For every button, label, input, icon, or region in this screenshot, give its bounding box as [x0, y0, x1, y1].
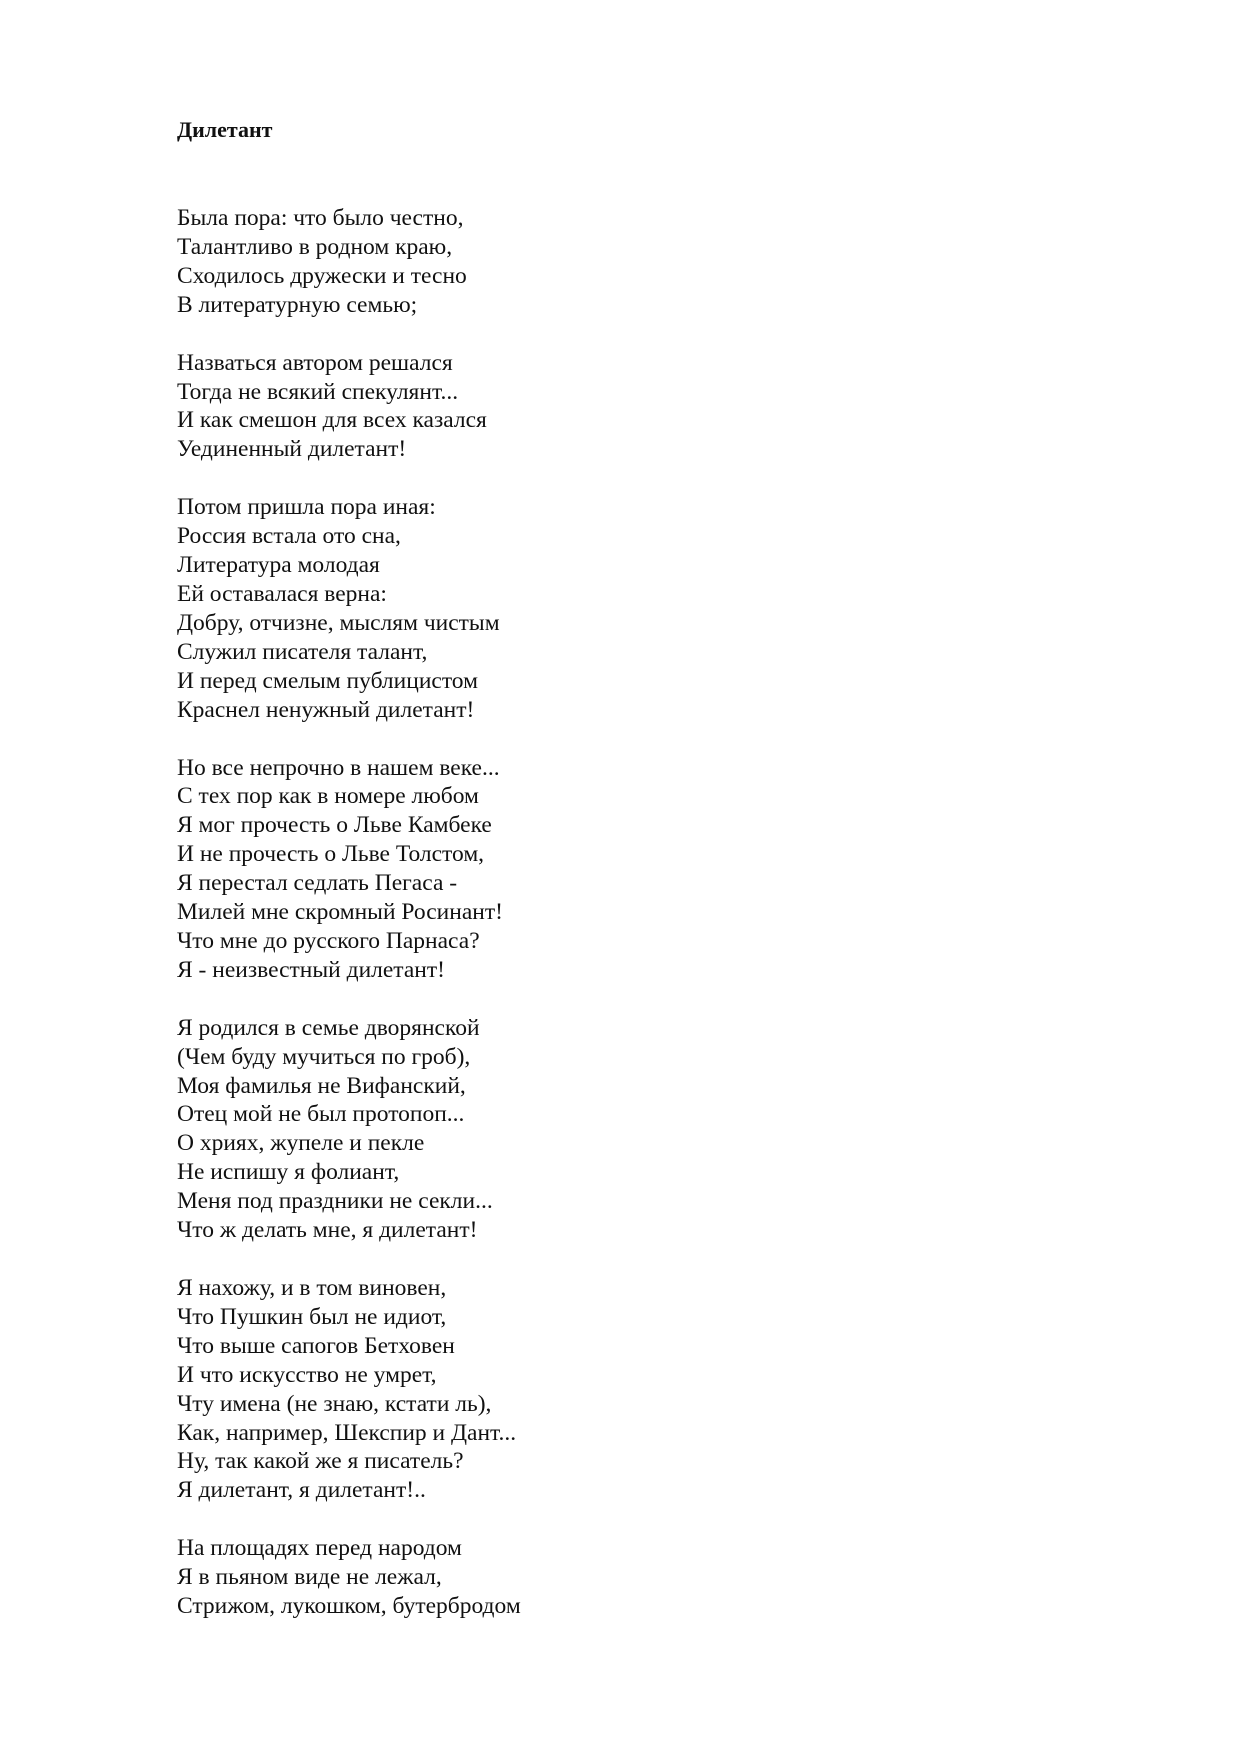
stanza-4 — [177, 754, 1077, 985]
poem-line: Потом пришла пора иная: — [177, 494, 436, 521]
poem-line: Я в пьяном виде не лежал, — [177, 1564, 442, 1591]
poem-line: Стрижом, лукошком, бутербродом — [177, 1593, 521, 1620]
poem-title: Дилетант — [177, 117, 273, 142]
poem-line: Я нахожу, и в том виновен, — [177, 1275, 447, 1301]
poem-line: Я дилетант, я дилетант!.. — [177, 1477, 426, 1504]
poem-line: Меня под праздники не секли... — [177, 1188, 493, 1215]
poem-line: Была пора: что было честно, — [177, 205, 464, 231]
poem-line: На площадях перед народом — [177, 1535, 462, 1562]
poem-line: Но все непрочно в нашем веке... — [177, 754, 500, 781]
poem-line: Ну, так какой же я писатель? — [177, 1448, 464, 1475]
poem-line: Я мог прочесть о Льве Камбеке — [177, 812, 492, 839]
poem-line: Я родился в семье дворянской — [177, 1014, 480, 1041]
poem-line: Краснел ненужный дилетант! — [177, 696, 475, 723]
poem-line: Служил писателя талант, — [177, 638, 428, 665]
stanza-5 — [177, 1014, 1077, 1245]
poem-body — [177, 204, 1077, 1650]
poem-line: Что мне до русского Парнаса? — [177, 927, 480, 954]
poem-line: Ей оставалася верна: — [177, 580, 387, 607]
poem-line: Сходилось дружески и тесно — [177, 262, 467, 289]
poem-line: Литература молодая — [177, 552, 380, 579]
poem-line: Что выше сапогов Бетховен — [177, 1332, 455, 1359]
poem-line: И как смешон для всех казался — [177, 407, 487, 434]
poem-line: Моя фамилья не Вифанский, — [177, 1072, 466, 1099]
poem-line: В литературную семью; — [177, 291, 418, 318]
poem-line: (Чем буду мучиться по гроб), — [177, 1043, 471, 1070]
poem-line: Уединенный дилетант! — [177, 436, 407, 463]
poem-line: Добру, отчизне, мыслям чистым — [177, 609, 500, 636]
stanza-6 — [177, 1274, 1077, 1505]
poem-line: Я - неизвестный дилетант! — [177, 956, 445, 983]
stanza-2 — [177, 349, 1077, 465]
poem-line: Тогда не всякий спекулянт... — [177, 378, 459, 405]
poem-line: Россия встала ото сна, — [177, 523, 401, 550]
poem-line: И не прочесть о Льве Толстом, — [177, 841, 485, 868]
poem-line: И перед смелым публицистом — [177, 667, 478, 694]
poem-line: С тех пор как в номере любом — [177, 783, 479, 810]
poem-line: Как, например, Шекспир и Дант... — [177, 1419, 517, 1446]
poem-line: Не испишу я фолиант, — [177, 1159, 400, 1186]
poem-line: И что искусство не умрет, — [177, 1361, 437, 1388]
stanza-1 — [177, 204, 1077, 320]
stanza-3 — [177, 493, 1077, 724]
poem-line: Отец мой не был протопоп... — [177, 1101, 465, 1128]
stanza-7 — [177, 1534, 1077, 1621]
poem-line: Назваться автором решался — [177, 349, 453, 376]
poem-line: Чту имена (не знаю, кстати ль), — [177, 1390, 492, 1417]
poem-line: Что ж делать мне, я дилетант! — [177, 1217, 478, 1244]
poem-line: Я перестал седлать Пегаса - — [177, 870, 458, 897]
poem-line: О хриях, жупеле и пекле — [177, 1130, 425, 1157]
poem-line: Милей мне скромный Росинант! — [177, 899, 503, 926]
poem-line: Что Пушкин был не идиот, — [177, 1303, 447, 1330]
poem-line: Талантливо в родном краю, — [177, 233, 453, 260]
